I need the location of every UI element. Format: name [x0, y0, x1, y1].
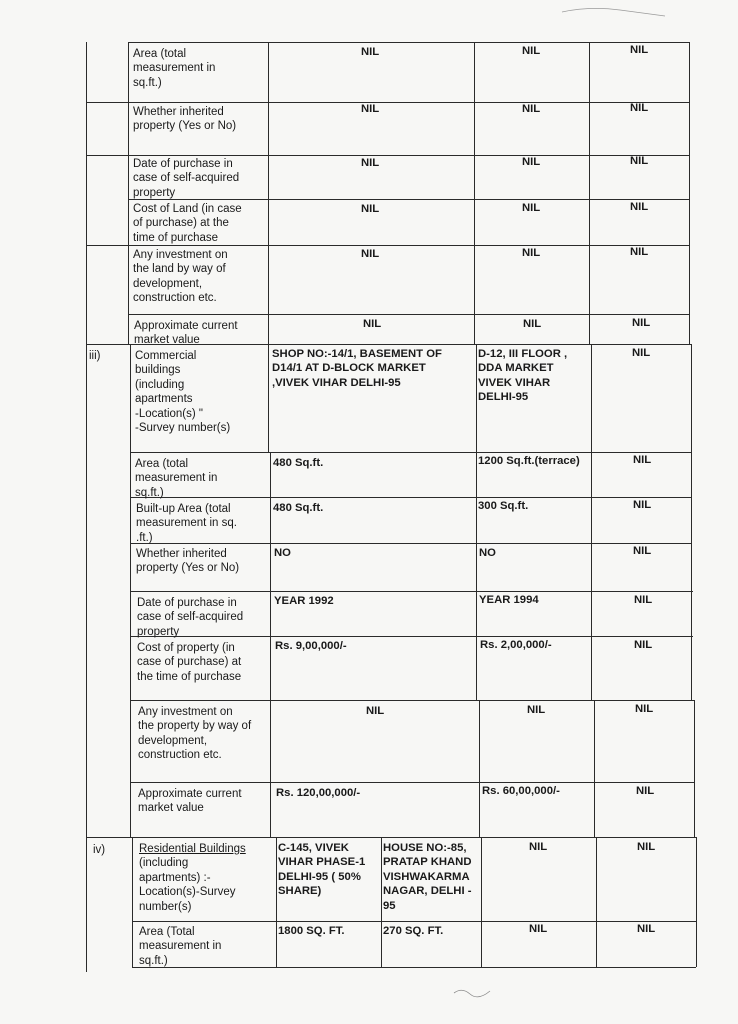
label-line: property (Yes or No): [136, 562, 240, 575]
value-line: D-12, III FLOOR ,: [478, 348, 568, 360]
cell-value: NIL: [529, 841, 548, 853]
cell-value: [272, 347, 442, 390]
value-line: 95: [383, 899, 396, 912]
table-rule: [86, 42, 87, 972]
cell-value: Rs. 9,00,000/-: [275, 640, 347, 652]
label-line: Cost of property (in: [137, 642, 235, 654]
cell-value: NIL: [634, 594, 653, 606]
label-line: Commercial: [135, 350, 197, 362]
label-line: sq.ft.): [133, 76, 162, 89]
table-rule: [594, 700, 595, 837]
table-rule: [128, 42, 689, 43]
cell-value: NIL: [636, 785, 655, 797]
label-line: apartments) :-: [139, 871, 211, 884]
row-label: [134, 319, 238, 348]
label-line: Approximate current: [134, 320, 238, 332]
row-label: [135, 349, 230, 435]
label-line: measurement in sq.: [136, 517, 237, 530]
cell-value: NIL: [366, 705, 385, 717]
table-rule: [691, 344, 692, 700]
label-line: Area (total: [133, 48, 187, 60]
label-line: apartments: [135, 393, 193, 406]
cell-value: NIL: [630, 155, 649, 167]
label-line: the land by way of: [133, 263, 226, 276]
cell-value: NIL: [529, 923, 548, 935]
cell-value: NIL: [633, 545, 652, 557]
label-line: the property by way of: [138, 720, 252, 733]
cell-value: NIL: [523, 318, 542, 330]
table-rule: [481, 837, 482, 967]
table-rule: [86, 102, 689, 103]
cell-value: 1800 SQ. FT.: [278, 925, 345, 937]
label-line: Area (Total: [139, 926, 195, 938]
cell-value: NIL: [633, 454, 652, 466]
cell-value: NIL: [632, 317, 651, 329]
label-line: (including: [139, 857, 189, 870]
cell-value: Rs. 60,00,000/-: [482, 785, 560, 797]
label-line: case of purchase) at: [137, 656, 242, 669]
cell-value: NIL: [361, 157, 380, 169]
value-line: VIVEK VIHAR: [478, 376, 551, 389]
table-rule: [86, 837, 696, 838]
value-line: DELHI-95: [478, 391, 529, 404]
cell-value: NIL: [630, 201, 649, 213]
label-line: property: [137, 625, 180, 638]
cell-value: NIL: [522, 45, 541, 57]
value-line: PRATAP KHAND: [383, 856, 472, 869]
scan-mark-icon: [450, 985, 500, 999]
label-line: property (Yes or No): [133, 120, 237, 133]
value-line: ,VIVEK VIHAR DELHI-95: [272, 376, 401, 389]
table-rule: [131, 591, 693, 592]
label-line: sq.ft.): [135, 486, 164, 499]
cell-value: NIL: [522, 103, 541, 115]
value-line: D14/1 AT D-BLOCK MARKET: [272, 362, 426, 375]
cell-value: NIL: [361, 203, 380, 215]
label-line: Whether inherited: [133, 106, 224, 118]
cell-value: NIL: [522, 156, 541, 168]
cell-value: [478, 347, 567, 405]
label-line: -Location(s) ": [135, 407, 203, 420]
table-rule: [276, 837, 277, 967]
table-rule: [694, 700, 695, 837]
table-rule: [128, 42, 129, 344]
label-line: Cost of Land (in case: [133, 203, 242, 215]
label-line: Whether inherited: [136, 548, 227, 560]
label-line: construction etc.: [133, 292, 217, 305]
label-line: Any investment on: [133, 249, 228, 261]
cell-value: 480 Sq.ft.: [273, 502, 324, 514]
section-number: iii): [89, 350, 101, 362]
cell-value: 300 Sq.ft.: [478, 500, 529, 512]
cell-value: NIL: [630, 44, 649, 56]
row-label: [138, 787, 242, 816]
table-rule: [591, 344, 592, 700]
label-line: market value: [138, 802, 204, 815]
label-line: market value: [134, 334, 200, 347]
table-rule: [132, 837, 133, 967]
cell-value: YEAR 1994: [479, 594, 539, 606]
cell-value: NIL: [637, 923, 656, 935]
cell-value: NIL: [632, 347, 651, 359]
label-line: development,: [133, 277, 203, 290]
table-rule: [689, 42, 690, 344]
cell-value: NIL: [634, 639, 653, 651]
row-label: [138, 705, 251, 763]
cell-value: NIL: [522, 247, 541, 259]
label-line: Area (total: [135, 458, 189, 470]
value-line: NAGAR, DELHI -: [383, 885, 472, 898]
table-rule: [476, 344, 477, 700]
table-rule: [128, 314, 690, 315]
cell-value: NIL: [363, 318, 382, 330]
value-line: HOUSE NO:-85,: [383, 842, 467, 854]
cell-value: Rs. 120,00,000/-: [276, 787, 361, 799]
cell-value: [383, 841, 472, 913]
label-heading: Residential Buildings: [139, 843, 246, 855]
scan-mark-icon: [560, 2, 670, 22]
table-rule: [268, 42, 269, 452]
section-number: iv): [93, 844, 106, 856]
value-line: SHOP NO:-14/1, BASEMENT OF: [272, 348, 442, 360]
label-line: case of self-acquired: [133, 172, 240, 185]
value-line: VIHAR PHASE-1: [278, 856, 366, 869]
label-line: buildings: [135, 364, 181, 377]
table-rule: [696, 837, 697, 967]
row-label: [139, 842, 246, 914]
label-line: sq.ft.): [139, 954, 168, 967]
cell-value: NIL: [527, 704, 546, 716]
table-rule: [130, 452, 691, 453]
cell-value: NIL: [630, 246, 649, 258]
label-line: measurement in: [135, 472, 218, 485]
cell-value: NIL: [633, 499, 652, 511]
row-label: [133, 47, 215, 90]
label-line: .ft.): [136, 531, 153, 544]
cell-value: 270 SQ. FT.: [383, 925, 444, 937]
label-line: Built-up Area (total: [136, 503, 231, 515]
row-label: [133, 202, 242, 245]
row-label: [139, 925, 221, 968]
label-line: time of purchase: [133, 231, 219, 244]
label-line: Location(s)-Survey: [139, 886, 236, 899]
cell-value: [278, 841, 365, 899]
cell-value: NIL: [635, 703, 654, 715]
table-rule: [589, 42, 590, 344]
table-rule: [86, 155, 689, 156]
cell-value: 480 Sq.ft.: [273, 457, 324, 469]
row-label: [137, 641, 241, 684]
label-line: development,: [138, 734, 208, 747]
cell-value: NIL: [361, 103, 380, 115]
cell-value: NIL: [522, 202, 541, 214]
label-line: Date of purchase in: [133, 158, 233, 170]
label-line: measurement in: [133, 62, 216, 75]
label-line: Date of purchase in: [137, 597, 237, 609]
table-rule: [270, 452, 271, 837]
label-line: of purchase) at the: [133, 217, 229, 230]
cell-value: NIL: [637, 841, 656, 853]
value-line: DELHI-95 ( 50%: [278, 870, 361, 883]
row-label: [133, 157, 239, 200]
label-line: (including: [135, 378, 185, 391]
table-rule: [130, 344, 131, 837]
cell-value: NO: [274, 547, 291, 559]
cell-value: NIL: [361, 46, 380, 58]
row-label: [133, 105, 236, 134]
cell-value: NO: [479, 547, 496, 559]
table-rule: [596, 837, 597, 967]
cell-value: NIL: [630, 102, 649, 114]
row-label: [135, 457, 217, 500]
label-line: the time of purchase: [137, 670, 242, 683]
label-line: Approximate current: [138, 788, 242, 800]
label-line: property: [133, 186, 176, 199]
table-rule: [474, 42, 475, 344]
row-label: [136, 502, 237, 545]
cell-value: 1200 Sq.ft.(terrace): [478, 455, 580, 467]
label-line: measurement in: [139, 940, 222, 953]
label-line: number(s): [139, 900, 192, 913]
value-line: DDA MARKET: [478, 362, 554, 375]
row-label: [136, 547, 239, 576]
cell-value: YEAR 1992: [274, 595, 334, 607]
table-rule: [479, 700, 480, 837]
row-label: [133, 248, 228, 306]
label-line: construction etc.: [138, 749, 222, 762]
value-line: C-145, VIVEK: [278, 842, 349, 854]
label-line: case of self-acquired: [137, 611, 244, 624]
label-line: -Survey number(s): [135, 422, 231, 435]
label-line: Any investment on: [138, 706, 233, 718]
value-line: SHARE): [278, 885, 322, 898]
row-label: [137, 596, 243, 639]
table-rule: [132, 921, 696, 922]
table-rule: [131, 700, 694, 701]
cell-value: NIL: [361, 248, 380, 260]
table-rule: [131, 782, 695, 783]
table-rule: [381, 837, 382, 967]
value-line: VISHWAKARMA: [383, 870, 470, 883]
cell-value: Rs. 2,00,000/-: [480, 639, 552, 651]
